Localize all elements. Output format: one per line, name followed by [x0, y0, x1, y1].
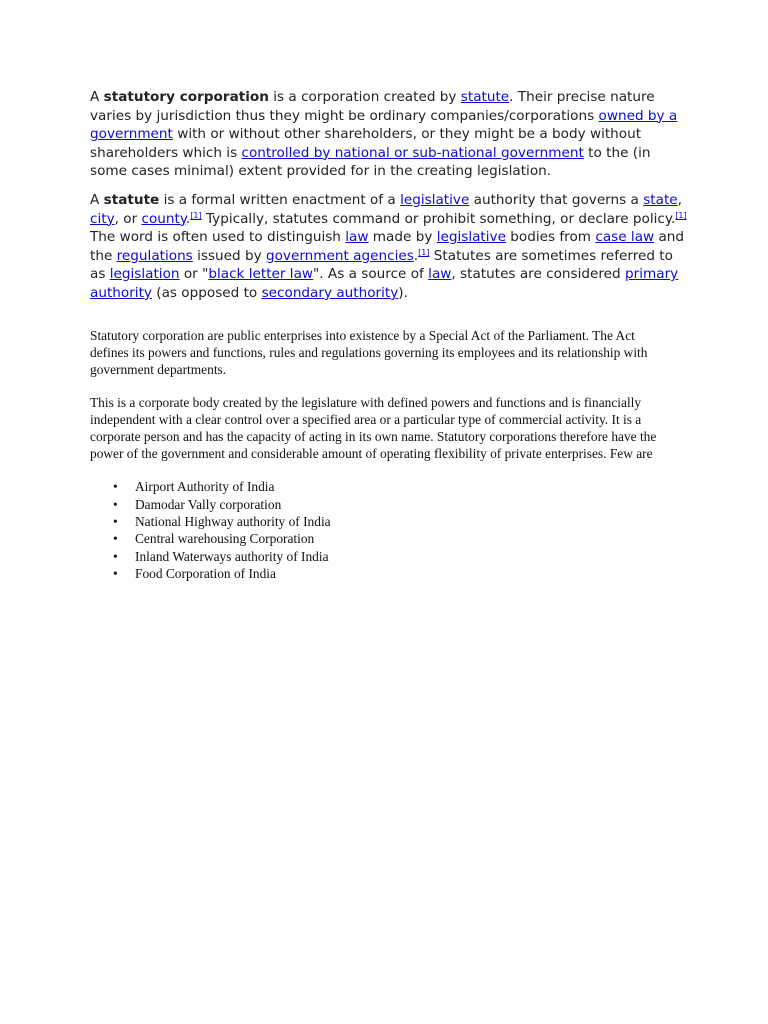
- text-run: with or without other shareholders, or they might be a body without shareholders which is: [90, 126, 642, 161]
- link-regulations[interactable]: regulations: [116, 247, 193, 264]
- document-page: [90, 88, 690, 583]
- list-item: [90, 496, 690, 513]
- link-black-letter-law[interactable]: black letter law: [208, 266, 314, 283]
- citation-link[interactable]: [1]: [418, 247, 430, 257]
- bullet: •: [113, 479, 118, 495]
- bullet: •: [113, 531, 118, 547]
- text-run: , or: [114, 210, 142, 227]
- list-item: [90, 513, 690, 530]
- link-primary-authority[interactable]: primary authority: [90, 266, 679, 301]
- link-statute[interactable]: statute: [460, 89, 510, 105]
- link-legislative-bodies[interactable]: legislative: [436, 229, 506, 246]
- link-state[interactable]: state: [643, 191, 678, 208]
- link-secondary-authority[interactable]: secondary authority: [261, 284, 399, 301]
- corporate-body-paragraph: This is a corporate body created by the legislature with defined powers and functions and is financially independent with a clear control over a specified area or a particular type of commercial activity. It is a corporate person and has the capacity of acting in its own name. Statutory corporations therefore have the power of the government and considerable amount of operating flexibility of private enterprises. Few are: [90, 394, 657, 462]
- link-city[interactable]: city: [90, 210, 115, 227]
- link-owned-by-government[interactable]: owned by a government: [90, 107, 678, 143]
- text-run: The word is often used to distinguish: [90, 229, 346, 246]
- link-law[interactable]: law: [428, 266, 452, 283]
- citation-link[interactable]: [1]: [190, 210, 202, 220]
- public-enterprise-paragraph: Statutory corporation are public enterprises into existence by a Special Act of the Parliament. The Act defines its powers and functions, rules and regulations governing its employees and its relationship with government departments.: [90, 327, 648, 377]
- list-item-text: Food Corporation of India: [135, 566, 276, 582]
- text-run: to the (in some cases minimal) extent provided for in the creating legislation.: [90, 144, 651, 180]
- link-case-law[interactable]: case law: [595, 229, 655, 246]
- bullet: •: [113, 548, 118, 564]
- text-run: ).: [398, 284, 408, 301]
- bold-term: statute: [103, 191, 160, 208]
- text-run: ,: [677, 191, 682, 208]
- list-item: [90, 565, 690, 582]
- intro-paragraph: [90, 88, 690, 181]
- bullet: •: [113, 496, 118, 512]
- statute-paragraph: [90, 191, 690, 303]
- list-item-text: Damodar Vally corporation: [135, 496, 282, 512]
- text-run: Typically, statutes command or prohibit something, or declare policy.: [201, 210, 676, 227]
- bullet: •: [113, 566, 118, 582]
- list-item-text: Inland Waterways authority of India: [135, 548, 329, 564]
- text-run: issued by: [192, 247, 266, 264]
- list-item-text: Central warehousing Corporation: [135, 531, 315, 547]
- corporation-list: [90, 478, 690, 582]
- list-item: [90, 530, 690, 547]
- text-run: . Their precise nature varies by jurisdiction thus they might be ordinary companies/corporations: [90, 89, 655, 124]
- link-government-agencies[interactable]: government agencies: [265, 247, 414, 264]
- text-run: .: [185, 210, 191, 227]
- link-legislation[interactable]: legislation: [109, 266, 180, 283]
- link-controlled-by-government[interactable]: controlled by national or sub-national government: [241, 144, 584, 161]
- text-run: , statutes are considered: [451, 266, 625, 283]
- link-legislative[interactable]: legislative: [400, 191, 470, 208]
- text-run: .: [413, 247, 419, 264]
- text-run: is a formal written enactment of a: [159, 191, 401, 208]
- link-county[interactable]: county: [141, 210, 186, 227]
- text-run: A: [90, 191, 104, 208]
- text-run: A: [90, 89, 104, 105]
- text-run: bodies from: [505, 229, 596, 246]
- list-item-text: National Highway authority of India: [135, 514, 331, 529]
- text-run: ". As a source of: [313, 266, 429, 283]
- citation-link[interactable]: [1]: [675, 210, 687, 220]
- list-item: [90, 548, 690, 565]
- text-run: made by: [368, 229, 437, 246]
- text-run: Statutes are sometimes referred to as: [90, 247, 673, 283]
- text-run: authority that governs a: [469, 191, 644, 208]
- text-run: is a corporation created by: [268, 89, 461, 105]
- list-item-text: Airport Authority of India: [135, 479, 275, 495]
- bullet: •: [113, 514, 118, 529]
- text-run: (as opposed to: [151, 284, 262, 301]
- text-run: or ": [179, 266, 209, 283]
- link-law[interactable]: law: [345, 229, 369, 246]
- text-run: and the: [90, 229, 685, 264]
- list-item: [90, 478, 690, 495]
- bold-term: statutory corporation: [103, 89, 269, 105]
